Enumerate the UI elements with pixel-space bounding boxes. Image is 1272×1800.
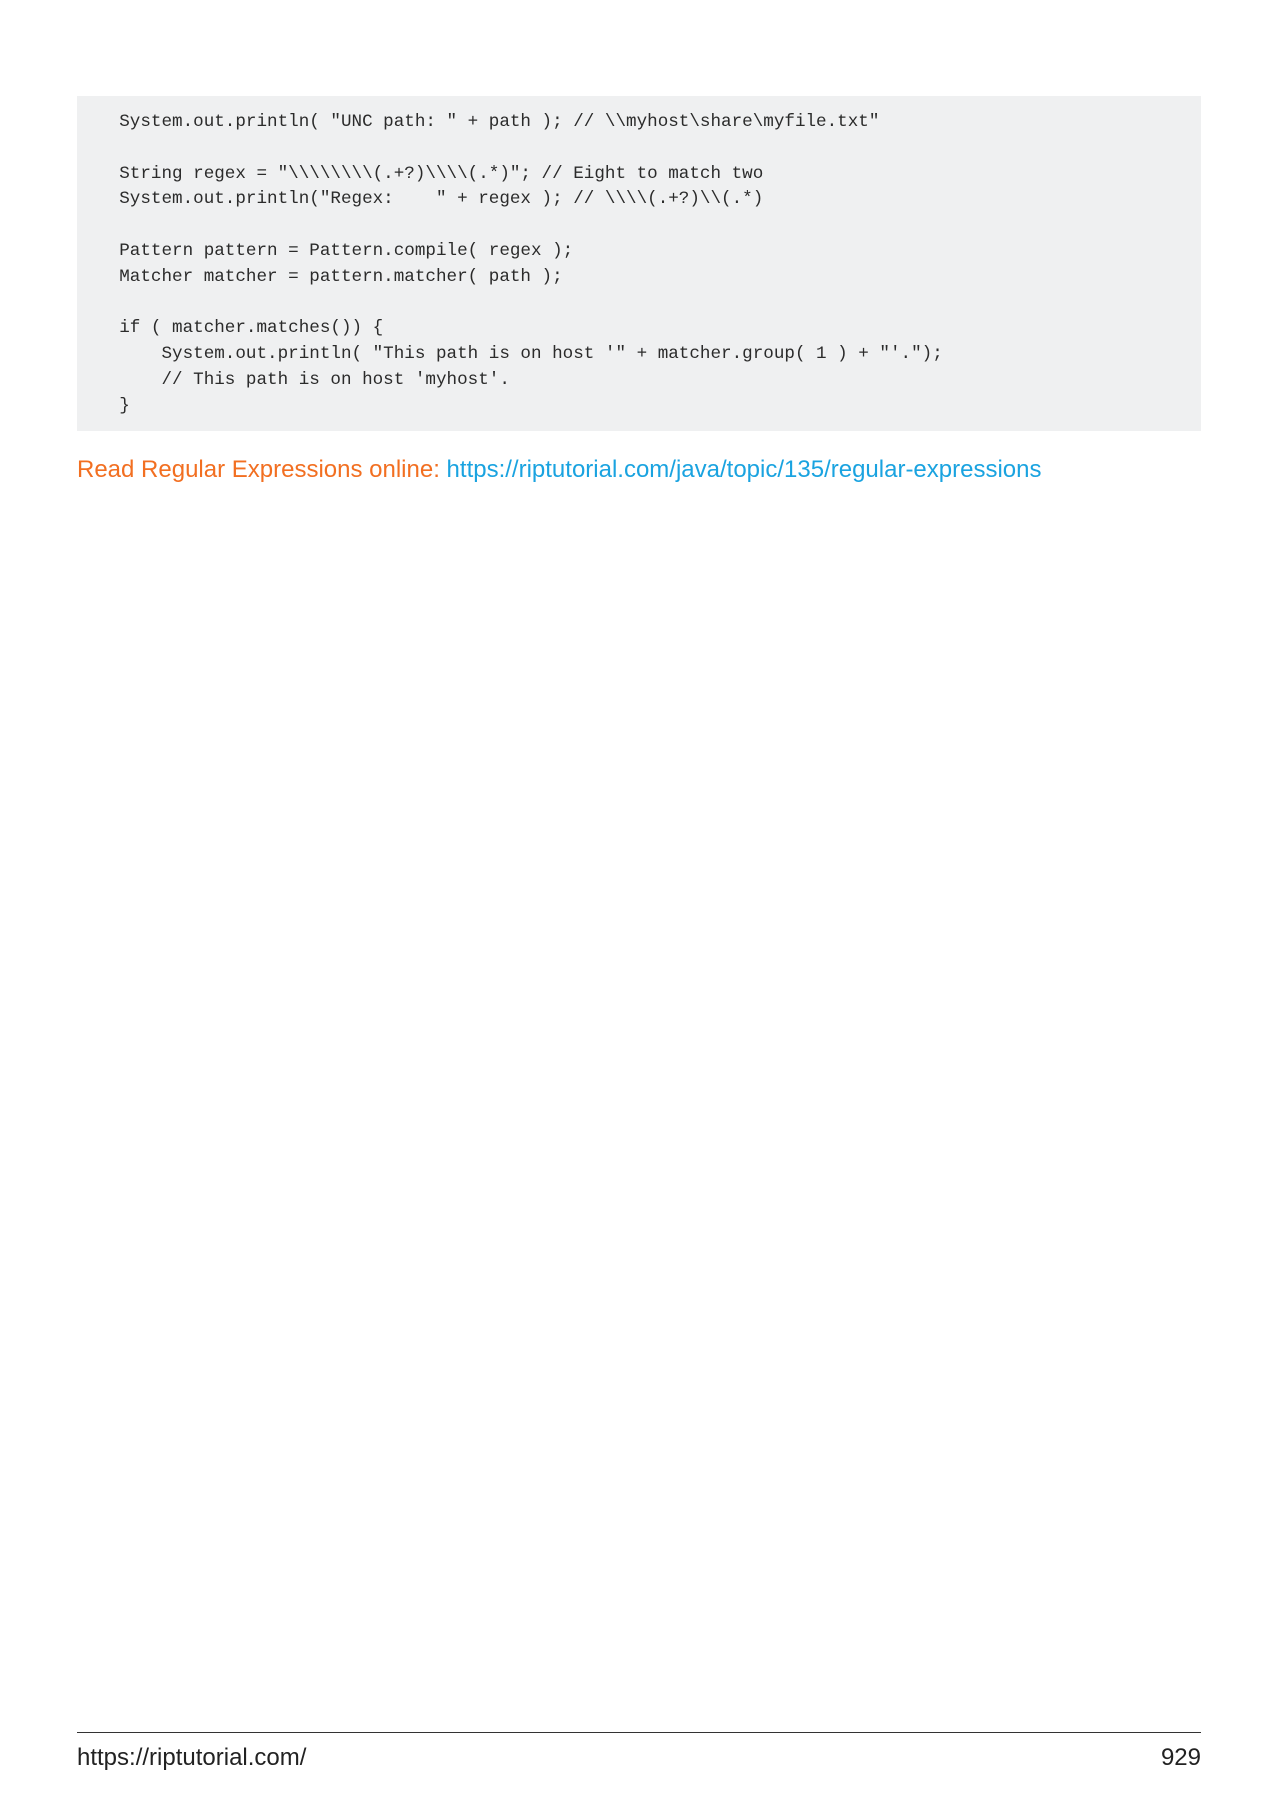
code-block xyxy=(77,96,1201,431)
code-line: } xyxy=(77,395,130,416)
read-online-label: Read Regular Expressions online: xyxy=(77,456,447,483)
code-line xyxy=(77,136,1201,162)
code-line: System.out.println( "UNC path: " + path ); // \\myhost\share\myfile.txt" xyxy=(77,112,880,132)
code-line: Matcher matcher = pattern.matcher( path ); xyxy=(77,266,563,287)
footer-divider xyxy=(77,1732,1201,1733)
footer-url: https://riptutorial.com/ xyxy=(77,1744,307,1771)
topic-link[interactable]: https://riptutorial.com/java/topic/135/regular-expressions xyxy=(446,456,1042,483)
code-line: System.out.println("Regex: " + regex ); // \\\\(.+?)\\(.*) xyxy=(77,189,764,210)
code-line: Pattern pattern = Pattern.compile( regex ); xyxy=(77,240,574,261)
code-line xyxy=(77,291,1201,317)
code-line: // This path is on host 'myhost'. xyxy=(77,369,510,390)
page-number: 929 xyxy=(1160,1744,1201,1771)
code-line: System.out.println( "This path is on host '" + matcher.group( 1 ) + "'."); xyxy=(77,344,943,365)
code-line: String regex = "\\\\\\\\(.+?)\\\\(.*)"; // Eight to match two xyxy=(77,163,764,184)
code-line: if ( matcher.matches()) { xyxy=(77,318,384,339)
code-line xyxy=(77,213,1201,239)
read-online-line xyxy=(77,455,1042,485)
